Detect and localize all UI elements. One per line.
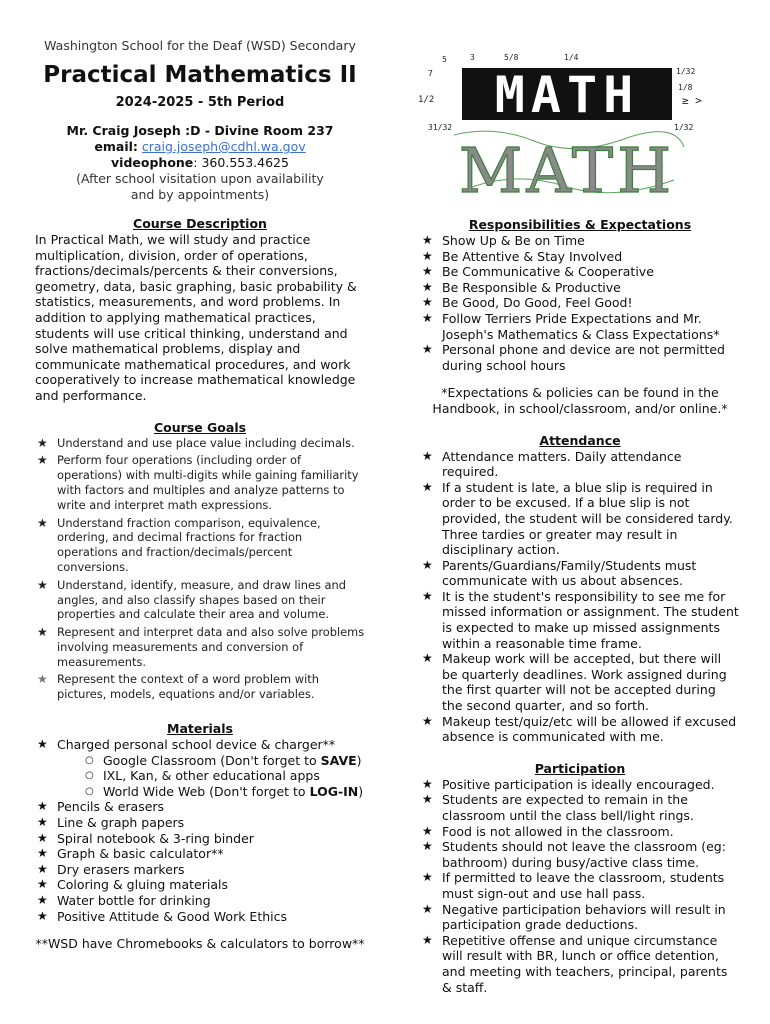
list-item: ★ Positive participation is ideally encouraged. [422,776,715,792]
list-item: ○ IXL, Kan, & other educational apps [85,768,320,784]
materials-list [35,737,365,924]
list-item: ★ Be Responsible & Productive [422,279,621,295]
logo-top-word: MATH [494,66,640,124]
videophone-label: videophone [111,155,194,170]
logo-fraction: 5/8 [504,53,519,62]
list-item: ★ Spiral notebook & 3-ring binder [37,830,254,846]
list-item: ★ Charged personal school device & charger** ○ Google Classroom (Don't forget to SAVE) ○ IXL, Kan, & other educational apps ○ World Wide Web (Don't forget to LOG-IN) [37,737,364,799]
star-icon: ★ [422,233,433,247]
participation-heading: Participation [534,760,626,776]
course-description-text: In Practical Math, we will study and practice multiplication, division, order of operations, fractions/decimals/percents & their conversions, geometry, data, basic graphing, basic probability & statistics, measurements, and word problems. In addition to applying mathematical practices, students will use critical thinking, understand and solve mathematical problems, display and communicate mathematical procedures, and work cooperatively to increase mathematical knowledge and performance. [35,232,357,403]
logo-fraction: 1/4 [564,53,579,62]
list-item: ★ It is the student's responsibility to see me for missed information or assignment. The student is expected to make up missed assignments within a reasonable time frame. [422,588,739,651]
star-icon: ★ [37,672,48,687]
list-item: ★ Students are expected to remain in the classroom until the class bell/light rings. [422,792,694,823]
star-icon: ★ [422,713,433,728]
list-item: ○ Google Classroom (Don't forget to SAVE) [85,752,362,768]
course-goals-heading: Course Goals [153,419,247,435]
list-item: ★ Understand, identify, measure, and draw lines and angles, and also classify shapes based on their properties and calculate their area and volume. [37,577,346,622]
star-icon: ★ [37,799,48,814]
logo-top-banner [418,53,702,132]
videophone-number: : 360.553.4625 [193,155,289,170]
star-icon: ★ [422,870,433,885]
availability-line-2: and by appointments) [130,187,270,202]
star-icon: ★ [37,830,48,845]
logo-fraction: 7 [428,69,433,78]
materials-note: **WSD have Chromebooks & calculators to borrow** [35,936,365,952]
list-item: ★ Water bottle for drinking [37,893,211,909]
logo-fraction: 5 [442,55,447,64]
responsibilities-heading: Responsibilities & Expectations [468,217,692,232]
list-item: ★ Perform four operations (including order of operations) with multi-digits while gaining familiarity with factors and multiples and analyze patterns to write and interpret math expressions. [37,453,359,512]
star-icon: ★ [37,515,48,530]
availability-line-1: (After school visitation upon availability [76,171,324,186]
list-item: ★ Food is not allowed in the classroom. [422,823,674,839]
left-column [35,216,365,952]
materials-heading: Materials [167,721,233,737]
teacher-name: Mr. Craig Joseph :D - Divine Room 237 [66,123,334,138]
logo-bottom-word: MATH [458,134,676,200]
star-icon: ★ [422,342,433,357]
star-icon: ★ [37,846,48,861]
list-item: ★ Be Attentive & Stay Involved [422,248,623,264]
videophone-line [40,155,360,171]
list-item: ★ Parents/Guardians/Family/Students must communicate with us about absences. [422,557,697,589]
star-icon: ★ [422,651,433,666]
attendance-heading: Attendance [539,432,621,448]
list-item: ★ Students should not leave the classroom (eg: bathroom) during busy/active class time. [422,839,726,870]
school-name: Washington School for the Deaf (WSD) Secondary [44,38,356,53]
list-item: ○ World Wide Web (Don't forget to LOG-IN) [85,783,364,799]
star-icon: ★ [422,295,433,310]
star-icon: ★ [37,435,48,450]
math-logo [414,50,714,200]
logo-fraction: 1/32 [676,67,696,76]
star-icon: ★ [422,479,433,494]
list-item: ★ Positive Attitude & Good Work Ethics [37,908,288,924]
list-item: ★ Represent and interpret data and also solve problems involving measurements and conversion of measurements. [37,625,365,669]
logo-fraction: 31/32 [428,123,453,132]
list-item: ★ If a student is late, a blue slip is required in order to be excused. If a blue slip is not provided, the student will be considered tardy. Three tardies or greater may result in disciplinary action. [422,479,733,558]
attendance-list [420,449,740,745]
course-goals-list [35,436,365,703]
course-title: Practical Mathematics II [43,62,357,88]
list-item: ★ Coloring & gluing materials [37,877,228,893]
star-icon: ★ [37,625,48,640]
participation-list [420,777,740,995]
star-icon: ★ [422,823,433,838]
responsibilities-note: *Expectations & policies can be found in the Handbook, in school/classroom, and/or online.* [432,385,728,416]
circle-icon: ○ [85,785,94,797]
list-item: ★ Be Communicative & Cooperative [422,264,654,280]
star-icon: ★ [422,310,433,325]
list-item: ★ Makeup work will be accepted, but there will be quarterly deadlines. Work assigned during the first quarter will not be accepted during the second quarter, and so forth. [422,651,727,714]
contact-block [40,123,360,203]
star-icon: ★ [422,792,433,807]
list-item: ★ Graph & basic calculator** [37,846,224,862]
star-icon: ★ [422,901,433,916]
star-icon: ★ [37,908,48,923]
list-item: ★ Pencils & erasers [37,799,165,815]
star-icon: ★ [422,776,433,791]
email-link[interactable]: craig.joseph@cdhl.wa.gov [141,139,306,154]
star-icon: ★ [37,815,48,830]
star-icon: ★ [422,279,433,294]
right-column [420,217,740,995]
list-item: ★ Represent the context of a word problem with pictures, models, equations and/or variables. [37,672,319,702]
logo-fraction: ≥ > [682,94,702,107]
star-icon: ★ [422,248,433,263]
star-icon: ★ [422,839,433,854]
materials-sublist [57,753,365,800]
star-icon: ★ [37,877,48,892]
star-icon: ★ [422,588,433,603]
star-icon: ★ [422,932,433,947]
logo-fraction: 1/2 [418,95,435,105]
star-icon: ★ [37,893,48,908]
star-icon: ★ [422,448,433,463]
list-item: ★ Dry erasers markers [37,861,185,877]
star-icon: ★ [422,557,433,572]
list-item: ★ Be Good, Do Good, Feel Good! [422,295,633,311]
list-item: ★ Repetitive offense and unique circumstance will result with BR, lunch or office detention, and meeting with teachers, principal, parents & staff. [422,932,728,995]
list-item: ★ Personal phone and device are not permitted during school hours [422,342,725,373]
email-line: email: craig.joseph@cdhl.wa.gov [94,139,306,154]
course-period: 2024-2025 - 5th Period [115,95,285,110]
star-icon: ★ [37,861,48,876]
list-item: ★ Understand and use place value including decimals. [37,435,355,450]
circle-icon: ○ [85,770,94,782]
email-label: email [94,139,133,154]
list-item: ★ Line & graph papers [37,815,185,831]
logo-fraction: 1/8 [678,83,693,92]
logo-bottom-word-group [454,131,684,200]
list-item: ★ Attendance matters. Daily attendance required. [422,448,682,480]
responsibilities-list [420,233,740,373]
star-icon: ★ [37,453,48,468]
logo-fraction: 1/32 [674,123,694,132]
list-item: ★ If permitted to leave the classroom, students must sign-out and use hall pass. [422,870,725,901]
list-item: ★ Understand fraction comparison, equivalence, ordering, and decimal fractions for fraction operations and fraction/decimals/percent conversions. [37,515,321,574]
circle-icon: ○ [85,754,94,766]
logo-fraction: 3 [470,53,475,62]
list-item: ★ Follow Terriers Pride Expectations and Mr. Joseph's Mathematics & Class Expectations* [422,310,720,342]
course-description-heading: Course Description [133,216,267,231]
star-icon: ★ [37,577,48,592]
list-item: ★ Negative participation behaviors will result in participation grade deductions. [422,901,726,933]
star-icon: ★ [37,737,48,752]
list-item: ★ Show Up & Be on Time [422,233,585,248]
star-icon: ★ [422,264,433,279]
list-item: ★ Makeup test/quiz/etc will be allowed if excused absence is communicated with me. [422,713,737,745]
